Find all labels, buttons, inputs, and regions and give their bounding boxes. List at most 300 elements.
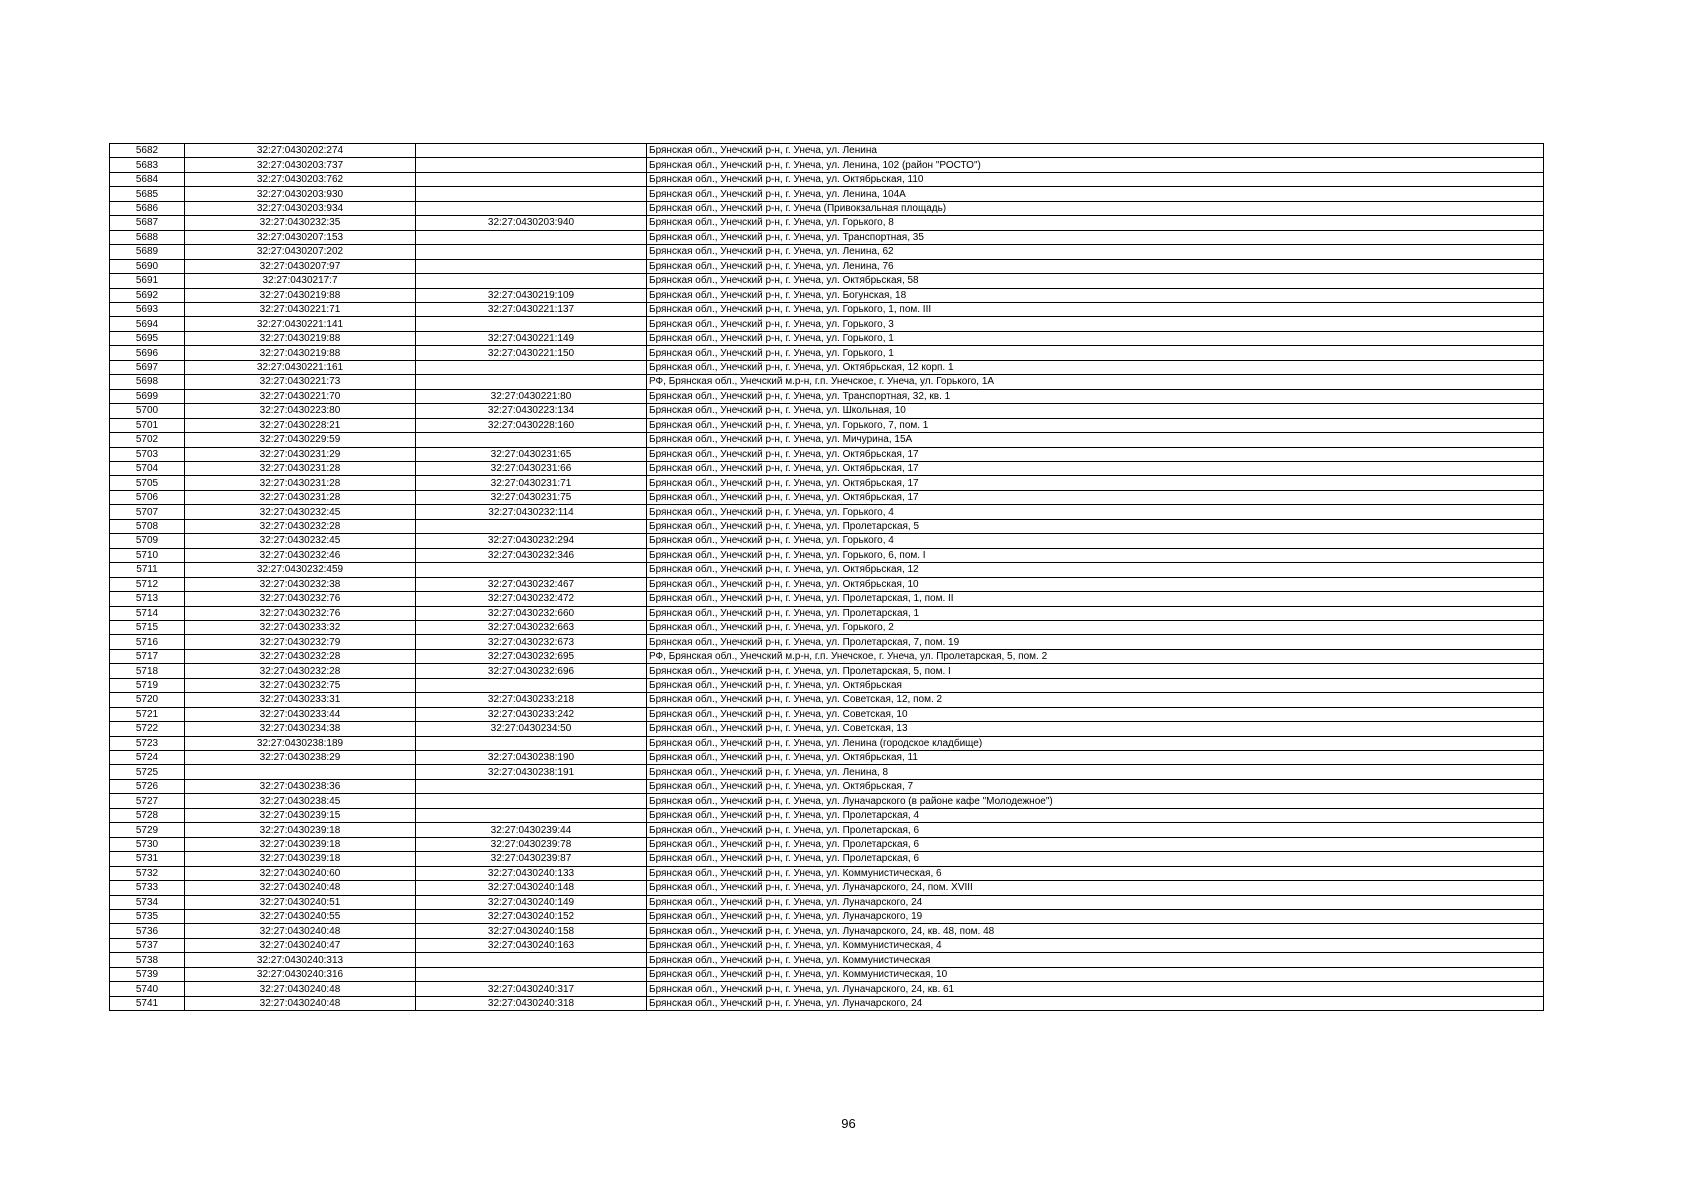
cadastral-number-cell: 32:27:0430240:48 [185,982,416,996]
cadastral-number-cell: 32:27:0430207:153 [185,230,416,244]
address-cell: Брянская обл., Унечский р-н, г. Унеча, ул. Октябрьская, 12 [647,563,1544,577]
row-number-cell: 5690 [110,259,185,273]
object-cadastral-number-cell: 32:27:0430232:696 [416,664,647,678]
cadastral-number-cell: 32:27:0430207:202 [185,245,416,259]
address-cell: Брянская обл., Унечский р-н, г. Унеча, ул. Луначарского, 24 [647,996,1544,1010]
row-number-cell: 5699 [110,389,185,403]
table-row [110,187,1544,201]
address-cell: Брянская обл., Унечский р-н, г. Унеча, ул. Коммунистическая, 10 [647,967,1544,981]
row-number-cell: 5708 [110,519,185,533]
cadastral-number-cell: 32:27:0430217:7 [185,274,416,288]
cadastral-number-cell: 32:27:0430231:29 [185,447,416,461]
table-row [110,274,1544,288]
address-cell: Брянская обл., Унечский р-н, г. Унеча, ул. Луначарского, 24, кв. 61 [647,982,1544,996]
cadastral-number-cell: 32:27:0430228:21 [185,418,416,432]
object-cadastral-number-cell [416,172,647,186]
cadastral-number-cell: 32:27:0430232:28 [185,664,416,678]
object-cadastral-number-cell: 32:27:0430239:78 [416,837,647,851]
row-number-cell: 5732 [110,866,185,880]
object-cadastral-number-cell [416,259,647,273]
cadastral-number-cell: 32:27:0430238:189 [185,736,416,750]
row-number-cell: 5709 [110,534,185,548]
row-number-cell: 5683 [110,158,185,172]
object-cadastral-number-cell: 32:27:0430221:150 [416,346,647,360]
address-cell: Брянская обл., Унечский р-н, г. Унеча, ул. Пролетарская, 6 [647,837,1544,851]
row-number-cell: 5702 [110,433,185,447]
cadastral-number-cell: 32:27:0430240:316 [185,967,416,981]
row-number-cell: 5703 [110,447,185,461]
address-cell: Брянская обл., Унечский р-н, г. Унеча, ул. Транспортная, 32, кв. 1 [647,389,1544,403]
table-row [110,490,1544,504]
address-cell: Брянская обл., Унечский р-н, г. Унеча, ул. Ленина, 76 [647,259,1544,273]
cadastral-number-cell: 32:27:0430232:46 [185,548,416,562]
object-cadastral-number-cell [416,736,647,750]
table-row [110,866,1544,880]
row-number-cell: 5724 [110,751,185,765]
cadastral-number-cell: 32:27:0430232:76 [185,606,416,620]
table-row [110,447,1544,461]
object-cadastral-number-cell [416,519,647,533]
address-cell: Брянская обл., Унечский р-н, г. Унеча, ул. Пролетарская, 6 [647,852,1544,866]
table-row [110,592,1544,606]
address-cell: Брянская обл., Унечский р-н, г. Унеча, ул. Богунская, 18 [647,288,1544,302]
object-cadastral-number-cell: 32:27:0430221:80 [416,389,647,403]
row-number-cell: 5733 [110,881,185,895]
table-row [110,259,1544,273]
object-cadastral-number-cell [416,678,647,692]
cadastral-number-cell: 32:27:0430232:28 [185,519,416,533]
table-row [110,823,1544,837]
address-cell: Брянская обл., Унечский р-н, г. Унеча, ул. Коммунистическая [647,953,1544,967]
table-row [110,505,1544,519]
cadastral-number-cell: 32:27:0430232:28 [185,649,416,663]
address-cell: Брянская обл., Унечский р-н, г. Унеча, ул. Октябрьская, 17 [647,461,1544,475]
object-cadastral-number-cell: 32:27:0430234:50 [416,722,647,736]
address-cell: Брянская обл., Унечский р-н, г. Унеча, ул. Горького, 2 [647,620,1544,634]
row-number-cell: 5726 [110,779,185,793]
table-row [110,144,1544,158]
object-cadastral-number-cell [416,201,647,215]
row-number-cell: 5718 [110,664,185,678]
table-row [110,461,1544,475]
row-number-cell: 5692 [110,288,185,302]
table-row [110,302,1544,316]
object-cadastral-number-cell [416,779,647,793]
object-cadastral-number-cell [416,808,647,822]
table-row [110,577,1544,591]
address-cell: Брянская обл., Унечский р-н, г. Унеча, ул. Ленина [647,144,1544,158]
address-cell: Брянская обл., Унечский р-н, г. Унеча, ул. Пролетарская, 5 [647,519,1544,533]
address-cell: Брянская обл., Унечский р-н, г. Унеча, ул. Горького, 4 [647,505,1544,519]
object-cadastral-number-cell [416,967,647,981]
cadastral-number-cell: 32:27:0430238:36 [185,779,416,793]
cadastral-number-cell: 32:27:0430240:47 [185,938,416,952]
address-cell: Брянская обл., Унечский р-н, г. Унеча, ул. Луначарского, 24 [647,895,1544,909]
cadastral-number-cell: 32:27:0430231:28 [185,490,416,504]
table-row [110,317,1544,331]
cadastral-number-cell: 32:27:0430240:60 [185,866,416,880]
row-number-cell: 5721 [110,707,185,721]
object-cadastral-number-cell: 32:27:0430231:75 [416,490,647,504]
cadastral-number-cell: 32:27:0430202:274 [185,144,416,158]
cadastral-number-cell: 32:27:0430232:75 [185,678,416,692]
row-number-cell: 5713 [110,592,185,606]
table-row [110,563,1544,577]
table-row [110,881,1544,895]
table-row [110,693,1544,707]
address-cell: Брянская обл., Унечский р-н, г. Унеча, ул. Коммунистическая, 4 [647,938,1544,952]
row-number-cell: 5707 [110,505,185,519]
object-cadastral-number-cell: 32:27:0430231:71 [416,476,647,490]
object-cadastral-number-cell: 32:27:0430232:294 [416,534,647,548]
address-cell: Брянская обл., Унечский р-н, г. Унеча, ул. Октябрьская, 11 [647,751,1544,765]
cadastral-number-cell: 32:27:0430232:35 [185,216,416,230]
address-cell: Брянская обл., Унечский р-н, г. Унеча, ул. Ленина, 8 [647,765,1544,779]
object-cadastral-number-cell: 32:27:0430232:663 [416,620,647,634]
table-row [110,967,1544,981]
object-cadastral-number-cell: 32:27:0430232:673 [416,635,647,649]
cadastral-number-cell: 32:27:0430239:18 [185,852,416,866]
table-row [110,389,1544,403]
cadastral-number-cell: 32:27:0430203:737 [185,158,416,172]
address-cell: Брянская обл., Унечский р-н, г. Унеча, ул. Горького, 3 [647,317,1544,331]
address-cell: Брянская обл., Унечский р-н, г. Унеча, ул. Октябрьская, 17 [647,447,1544,461]
row-number-cell: 5725 [110,765,185,779]
page-number: 96 [841,1116,856,1131]
cadastral-number-cell: 32:27:0430238:29 [185,751,416,765]
cadastral-number-cell: 32:27:0430231:28 [185,461,416,475]
row-number-cell: 5735 [110,910,185,924]
row-number-cell: 5738 [110,953,185,967]
address-cell: Брянская обл., Унечский р-н, г. Унеча (Привокзальная площадь) [647,201,1544,215]
cadastral-number-cell: 32:27:0430240:51 [185,895,416,909]
table-row [110,158,1544,172]
row-number-cell: 5706 [110,490,185,504]
object-cadastral-number-cell: 32:27:0430232:467 [416,577,647,591]
address-cell: РФ, Брянская обл., Унечский м.р-н, г.п. Унечское, г. Унеча, ул. Пролетарская, 5, пом. 2 [647,649,1544,663]
row-number-cell: 5727 [110,794,185,808]
address-cell: Брянская обл., Унечский р-н, г. Унеча, ул. Пролетарская, 1 [647,606,1544,620]
address-cell: Брянская обл., Унечский р-н, г. Унеча, ул. Октябрьская [647,678,1544,692]
table-row [110,404,1544,418]
cadastral-number-cell: 32:27:0430232:45 [185,534,416,548]
table-row [110,924,1544,938]
cadastral-number-cell: 32:27:0430232:38 [185,577,416,591]
address-cell: Брянская обл., Унечский р-н, г. Унеча, ул. Горького, 1 [647,346,1544,360]
address-cell: Брянская обл., Унечский р-н, г. Унеча, ул. Ленина, 102 (район "РОСТО") [647,158,1544,172]
address-cell: Брянская обл., Унечский р-н, г. Унеча, ул. Горького, 1, пом. III [647,302,1544,316]
row-number-cell: 5715 [110,620,185,634]
object-cadastral-number-cell [416,274,647,288]
object-cadastral-number-cell [416,245,647,259]
table-row [110,418,1544,432]
object-cadastral-number-cell: 32:27:0430221:137 [416,302,647,316]
row-number-cell: 5734 [110,895,185,909]
row-number-cell: 5740 [110,982,185,996]
table-row [110,245,1544,259]
object-cadastral-number-cell: 32:27:0430219:109 [416,288,647,302]
object-cadastral-number-cell [416,158,647,172]
object-cadastral-number-cell [416,230,647,244]
object-cadastral-number-cell: 32:27:0430240:152 [416,910,647,924]
address-cell: Брянская обл., Унечский р-н, г. Унеча, ул. Октябрьская, 10 [647,577,1544,591]
table-row [110,794,1544,808]
object-cadastral-number-cell [416,144,647,158]
cadastral-number-cell: 32:27:0430240:48 [185,996,416,1010]
row-number-cell: 5697 [110,360,185,374]
cadastral-number-cell: 32:27:0430239:15 [185,808,416,822]
table-row [110,765,1544,779]
row-number-cell: 5694 [110,317,185,331]
table-row [110,216,1544,230]
cadastral-number-cell: 32:27:0430233:32 [185,620,416,634]
cadastral-number-cell: 32:27:0430203:762 [185,172,416,186]
object-cadastral-number-cell: 32:27:0430231:65 [416,447,647,461]
row-number-cell: 5682 [110,144,185,158]
cadastral-number-cell: 32:27:0430239:18 [185,823,416,837]
cadastral-number-cell: 32:27:0430221:73 [185,375,416,389]
address-cell: Брянская обл., Унечский р-н, г. Унеча, ул. Пролетарская, 4 [647,808,1544,822]
object-cadastral-number-cell: 32:27:0430231:66 [416,461,647,475]
address-cell: Брянская обл., Унечский р-н, г. Унеча, ул. Советская, 13 [647,722,1544,736]
row-number-cell: 5695 [110,331,185,345]
cadastral-number-cell: 32:27:0430240:313 [185,953,416,967]
cadastral-number-cell: 32:27:0430231:28 [185,476,416,490]
object-cadastral-number-cell: 32:27:0430232:114 [416,505,647,519]
object-cadastral-number-cell: 32:27:0430238:191 [416,765,647,779]
object-cadastral-number-cell: 32:27:0430239:44 [416,823,647,837]
table-row [110,534,1544,548]
table-row [110,982,1544,996]
table-row [110,852,1544,866]
cadastral-number-cell: 32:27:0430229:59 [185,433,416,447]
address-cell: Брянская обл., Унечский р-н, г. Унеча, ул. Луначарского, 24, пом. XVIII [647,881,1544,895]
table-row [110,649,1544,663]
cadastral-number-cell [185,765,416,779]
table-row [110,635,1544,649]
cadastral-number-cell: 32:27:0430240:55 [185,910,416,924]
object-cadastral-number-cell [416,360,647,374]
cadastral-number-cell: 32:27:0430221:141 [185,317,416,331]
cadastral-number-cell: 32:27:0430221:71 [185,302,416,316]
address-cell: Брянская обл., Унечский р-н, г. Унеча, ул. Октябрьская, 17 [647,490,1544,504]
address-cell: Брянская обл., Унечский р-н, г. Унеча, ул. Октябрьская, 12 корп. 1 [647,360,1544,374]
row-number-cell: 5723 [110,736,185,750]
row-number-cell: 5693 [110,302,185,316]
table-row [110,953,1544,967]
row-number-cell: 5717 [110,649,185,663]
address-cell: Брянская обл., Унечский р-н, г. Унеча, ул. Пролетарская, 7, пом. 19 [647,635,1544,649]
table-row [110,346,1544,360]
row-number-cell: 5736 [110,924,185,938]
object-cadastral-number-cell [416,794,647,808]
table-row [110,707,1544,721]
cadastral-number-cell: 32:27:0430221:70 [185,389,416,403]
object-cadastral-number-cell: 32:27:0430232:346 [416,548,647,562]
object-cadastral-number-cell: 32:27:0430232:695 [416,649,647,663]
row-number-cell: 5710 [110,548,185,562]
table-row [110,433,1544,447]
object-cadastral-number-cell [416,563,647,577]
object-cadastral-number-cell: 32:27:0430240:317 [416,982,647,996]
object-cadastral-number-cell [416,953,647,967]
registry-table-body [110,144,1544,1011]
table-row [110,620,1544,634]
table-row [110,331,1544,345]
table-row [110,201,1544,215]
row-number-cell: 5720 [110,693,185,707]
table-row [110,606,1544,620]
row-number-cell: 5687 [110,216,185,230]
table-row [110,722,1544,736]
table-row [110,548,1544,562]
object-cadastral-number-cell: 32:27:0430240:148 [416,881,647,895]
table-row [110,751,1544,765]
address-cell: Брянская обл., Унечский р-н, г. Унеча, ул. Пролетарская, 1, пом. II [647,592,1544,606]
address-cell: Брянская обл., Унечский р-н, г. Унеча, ул. Октябрьская, 17 [647,476,1544,490]
cadastral-number-cell: 32:27:0430240:48 [185,924,416,938]
table-row [110,736,1544,750]
row-number-cell: 5705 [110,476,185,490]
cadastral-number-cell: 32:27:0430203:934 [185,201,416,215]
table-row [110,996,1544,1010]
address-cell: Брянская обл., Унечский р-н, г. Унеча, ул. Мичурина, 15А [647,433,1544,447]
object-cadastral-number-cell: 32:27:0430233:218 [416,693,647,707]
row-number-cell: 5700 [110,404,185,418]
object-cadastral-number-cell: 32:27:0430223:134 [416,404,647,418]
address-cell: Брянская обл., Унечский р-н, г. Унеча, ул. Октябрьская, 58 [647,274,1544,288]
object-cadastral-number-cell: 32:27:0430240:158 [416,924,647,938]
cadastral-number-cell: 32:27:0430219:88 [185,331,416,345]
cadastral-number-cell: 32:27:0430233:31 [185,693,416,707]
object-cadastral-number-cell [416,433,647,447]
row-number-cell: 5701 [110,418,185,432]
object-cadastral-number-cell: 32:27:0430228:160 [416,418,647,432]
row-number-cell: 5689 [110,245,185,259]
row-number-cell: 5729 [110,823,185,837]
object-cadastral-number-cell: 32:27:0430240:163 [416,938,647,952]
address-cell: Брянская обл., Унечский р-н, г. Унеча, ул. Пролетарская, 5, пом. I [647,664,1544,678]
address-cell: Брянская обл., Унечский р-н, г. Унеча, ул. Ленина, 62 [647,245,1544,259]
object-cadastral-number-cell: 32:27:0430232:472 [416,592,647,606]
row-number-cell: 5714 [110,606,185,620]
object-cadastral-number-cell [416,375,647,389]
row-number-cell: 5686 [110,201,185,215]
address-cell: Брянская обл., Унечский р-н, г. Унеча, ул. Горького, 6, пом. I [647,548,1544,562]
cadastral-number-cell: 32:27:0430219:88 [185,346,416,360]
table-row [110,360,1544,374]
registry-table [109,143,1544,1011]
table-row [110,519,1544,533]
table-row [110,895,1544,909]
row-number-cell: 5711 [110,563,185,577]
row-number-cell: 5704 [110,461,185,475]
address-cell: Брянская обл., Унечский р-н, г. Унеча, ул. Ленина (городское кладбище) [647,736,1544,750]
table-row [110,172,1544,186]
object-cadastral-number-cell: 32:27:0430238:190 [416,751,647,765]
cadastral-number-cell: 32:27:0430203:930 [185,187,416,201]
row-number-cell: 5684 [110,172,185,186]
row-number-cell: 5691 [110,274,185,288]
table-row [110,476,1544,490]
address-cell: Брянская обл., Унечский р-н, г. Унеча, ул. Луначарского (в районе кафе "Молодежное") [647,794,1544,808]
row-number-cell: 5712 [110,577,185,591]
object-cadastral-number-cell: 32:27:0430203:940 [416,216,647,230]
address-cell: Брянская обл., Унечский р-н, г. Унеча, ул. Горького, 7, пом. 1 [647,418,1544,432]
row-number-cell: 5719 [110,678,185,692]
row-number-cell: 5728 [110,808,185,822]
address-cell: Брянская обл., Унечский р-н, г. Унеча, ул. Транспортная, 35 [647,230,1544,244]
cadastral-number-cell: 32:27:0430232:459 [185,563,416,577]
address-cell: РФ, Брянская обл., Унечский м.р-н, г.п. Унечское, г. Унеча, ул. Горького, 1А [647,375,1544,389]
address-cell: Брянская обл., Унечский р-н, г. Унеча, ул. Школьная, 10 [647,404,1544,418]
row-number-cell: 5696 [110,346,185,360]
row-number-cell: 5741 [110,996,185,1010]
row-number-cell: 5685 [110,187,185,201]
table-row [110,779,1544,793]
cadastral-number-cell: 32:27:0430223:80 [185,404,416,418]
cadastral-number-cell: 32:27:0430240:48 [185,881,416,895]
row-number-cell: 5737 [110,938,185,952]
cadastral-number-cell: 32:27:0430234:38 [185,722,416,736]
object-cadastral-number-cell: 32:27:0430240:133 [416,866,647,880]
table-row [110,678,1544,692]
table-row [110,375,1544,389]
object-cadastral-number-cell: 32:27:0430232:660 [416,606,647,620]
object-cadastral-number-cell: 32:27:0430240:149 [416,895,647,909]
object-cadastral-number-cell: 32:27:0430221:149 [416,331,647,345]
table-row [110,664,1544,678]
address-cell: Брянская обл., Унечский р-н, г. Унеча, ул. Горького, 8 [647,216,1544,230]
cadastral-number-cell: 32:27:0430233:44 [185,707,416,721]
row-number-cell: 5698 [110,375,185,389]
row-number-cell: 5722 [110,722,185,736]
cadastral-number-cell: 32:27:0430232:79 [185,635,416,649]
cadastral-number-cell: 32:27:0430219:88 [185,288,416,302]
object-cadastral-number-cell [416,187,647,201]
row-number-cell: 5731 [110,852,185,866]
object-cadastral-number-cell: 32:27:0430239:87 [416,852,647,866]
table-row [110,910,1544,924]
row-number-cell: 5688 [110,230,185,244]
address-cell: Брянская обл., Унечский р-н, г. Унеча, ул. Октябрьская, 110 [647,172,1544,186]
address-cell: Брянская обл., Унечский р-н, г. Унеча, ул. Горького, 1 [647,331,1544,345]
address-cell: Брянская обл., Унечский р-н, г. Унеча, ул. Советская, 12, пом. 2 [647,693,1544,707]
address-cell: Брянская обл., Унечский р-н, г. Унеча, ул. Ленина, 104А [647,187,1544,201]
address-cell: Брянская обл., Унечский р-н, г. Унеча, ул. Октябрьская, 7 [647,779,1544,793]
row-number-cell: 5716 [110,635,185,649]
row-number-cell: 5730 [110,837,185,851]
row-number-cell: 5739 [110,967,185,981]
address-cell: Брянская обл., Унечский р-н, г. Унеча, ул. Горького, 4 [647,534,1544,548]
table-row [110,808,1544,822]
object-cadastral-number-cell: 32:27:0430240:318 [416,996,647,1010]
cadastral-number-cell: 32:27:0430238:45 [185,794,416,808]
object-cadastral-number-cell: 32:27:0430233:242 [416,707,647,721]
address-cell: Брянская обл., Унечский р-н, г. Унеча, ул. Советская, 10 [647,707,1544,721]
object-cadastral-number-cell [416,317,647,331]
table-row [110,288,1544,302]
address-cell: Брянская обл., Унечский р-н, г. Унеча, ул. Коммунистическая, 6 [647,866,1544,880]
address-cell: Брянская обл., Унечский р-н, г. Унеча, ул. Пролетарская, 6 [647,823,1544,837]
table-row [110,938,1544,952]
cadastral-number-cell: 32:27:0430207:97 [185,259,416,273]
cadastral-number-cell: 32:27:0430232:45 [185,505,416,519]
address-cell: Брянская обл., Унечский р-н, г. Унеча, ул. Луначарского, 19 [647,910,1544,924]
cadastral-number-cell: 32:27:0430232:76 [185,592,416,606]
table-row [110,837,1544,851]
cadastral-number-cell: 32:27:0430221:161 [185,360,416,374]
